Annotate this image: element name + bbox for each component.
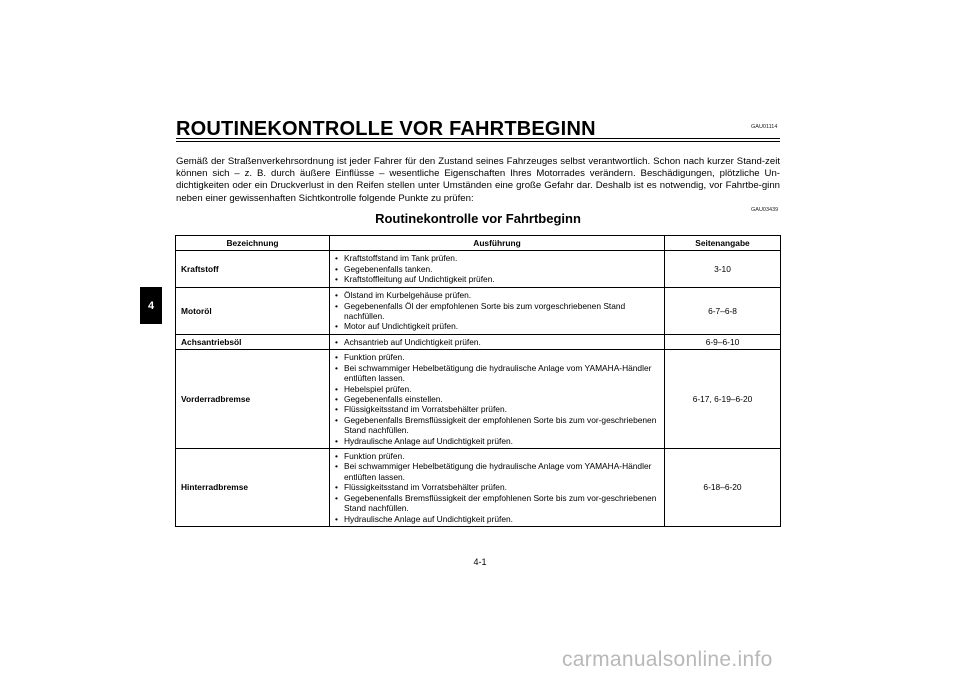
list-item: • Bei schwammiger Hebelbetätigung die hydraulische Anlage vom YAMAHA-Händler entlüften lassen.: [334, 363, 660, 384]
row-page-ref: 6-7–6-8: [665, 288, 781, 335]
row-procedure: [330, 288, 665, 335]
row-page-ref: 6-17, 6-19–6-20: [665, 350, 781, 449]
row-page-ref: 6-18–6-20: [665, 449, 781, 527]
intro-paragraph: Gemäß der Straßenverkehrsordnung ist jeder Fahrer für den Zustand seines Fahrzeuges selbst verantwortlich. Schon nach kurzer Stand-zeit können sich – z. B. durch äußere Einflüsse – wesentliche Eigenschaften Ihres Motorrades verändern. Beschädigungen, plötzliche Un-dichtigkeiten oder ein Druckverlust in den Reifen stellen unter Umständen eine große Gefahr dar. Deshalb ist es notwendig, vor Fahrtbe-ginn neben einer gewissenhaften Sichtkontrolle folgende Punkte zu prüfen:: [176, 156, 780, 204]
chapter-tab: 4: [140, 287, 162, 324]
row-page-ref: 6-9–6-10: [665, 335, 781, 350]
page-title: ROUTINEKONTROLLE VOR FAHRTBEGINN: [176, 118, 596, 140]
list-item: • Gegebenenfalls Bremsflüssigkeit der empfohlenen Sorte bis zum vor-geschriebenen Stand nachfüllen.: [334, 415, 660, 436]
row-procedure: [330, 251, 665, 288]
list-item: • Bei schwammiger Hebelbetätigung die hydraulische Anlage vom YAMAHA-Händler entlüften lassen.: [334, 461, 660, 482]
list-item: • Hebelspiel prüfen.: [334, 384, 660, 394]
row-procedure: [330, 335, 665, 350]
table-title: Routinekontrolle vor Fahrtbeginn: [375, 211, 581, 226]
table-row: [176, 335, 781, 350]
list-item: • Flüssigkeitsstand im Vorratsbehälter prüfen.: [334, 404, 660, 414]
table-row: [176, 251, 781, 288]
list-item: • Kraftstoffstand im Tank prüfen.: [334, 253, 660, 263]
list-item: • Gegebenenfalls tanken.: [334, 264, 660, 274]
table-row: [176, 449, 781, 527]
column-header-ausfuehrung: Ausführung: [330, 236, 665, 251]
list-item: • Funktion prüfen.: [334, 451, 660, 461]
row-procedure: [330, 449, 665, 527]
list-item: • Hydraulische Anlage auf Undichtigkeit prüfen.: [334, 436, 660, 446]
list-item: • Motor auf Undichtigkeit prüfen.: [334, 321, 660, 331]
watermark: carmanualsonline.info: [562, 648, 773, 671]
column-header-bezeichnung: Bezeichnung: [176, 236, 330, 251]
checklist-table: [175, 235, 781, 527]
list-item: • Kraftstoffleitung auf Undichtigkeit prüfen.: [334, 274, 660, 284]
table-row: [176, 288, 781, 335]
row-name: Hinterradbremse: [176, 449, 330, 527]
table-row: [176, 350, 781, 449]
column-header-seitenangabe: Seitenangabe: [665, 236, 781, 251]
list-item: • Funktion prüfen.: [334, 352, 660, 362]
row-name: Vorderradbremse: [176, 350, 330, 449]
section-code: GAU01114: [751, 124, 778, 130]
list-item: • Gegebenenfalls Bremsflüssigkeit der empfohlenen Sorte bis zum vor-geschriebenen Stand nachfüllen.: [334, 493, 660, 514]
list-item: • Flüssigkeitsstand im Vorratsbehälter prüfen.: [334, 482, 660, 492]
row-name: Kraftstoff: [176, 251, 330, 288]
list-item: • Ölstand im Kurbelgehäuse prüfen.: [334, 290, 660, 300]
list-item: • Gegebenenfalls einstellen.: [334, 394, 660, 404]
list-item: • Gegebenenfalls Öl der empfohlenen Sorte bis zum vorgeschriebenen Stand nachfüllen.: [334, 301, 660, 322]
table-header-row: [176, 236, 781, 251]
row-procedure: [330, 350, 665, 449]
page-number: 4-1: [473, 557, 487, 567]
row-page-ref: 3-10: [665, 251, 781, 288]
list-item: • Achsantrieb auf Undichtigkeit prüfen.: [334, 337, 660, 347]
row-name: Motoröl: [176, 288, 330, 335]
table-code: GAU03439: [751, 207, 779, 213]
title-rule: [176, 138, 780, 139]
row-name: Achsantriebsöl: [176, 335, 330, 350]
list-item: • Hydraulische Anlage auf Undichtigkeit prüfen.: [334, 514, 660, 524]
title-rule-thin: [176, 141, 780, 142]
